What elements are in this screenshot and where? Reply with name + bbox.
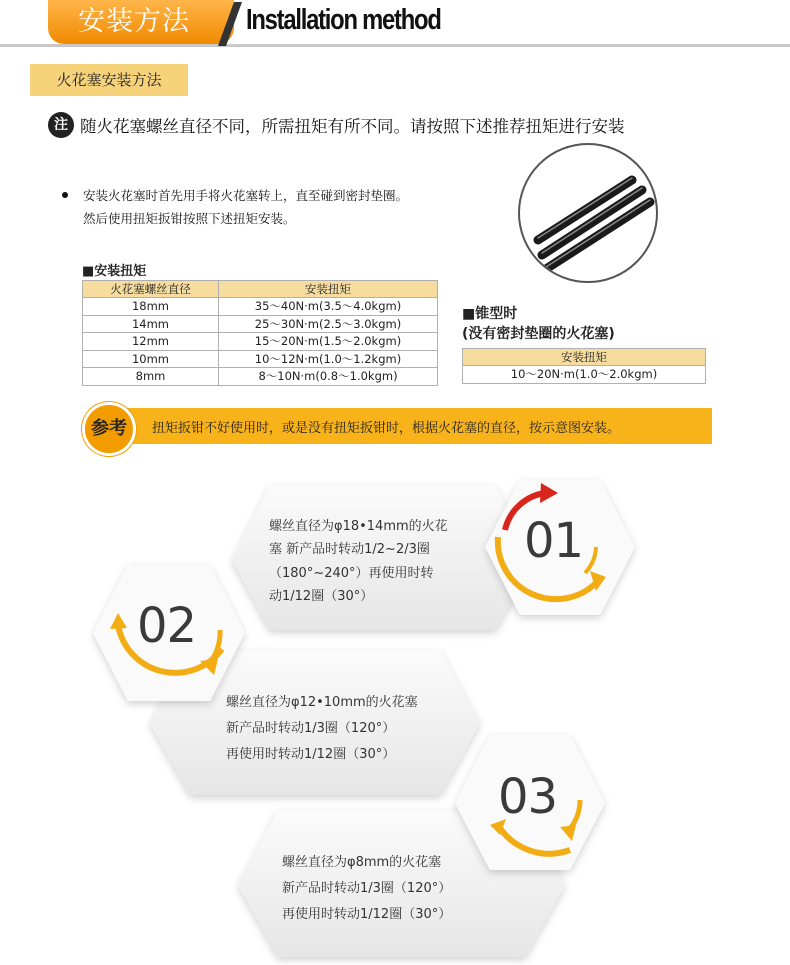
step-2-line: 螺丝直径为φ12•10mm的火花塞	[226, 695, 418, 710]
install-line-1: 安装火花塞时首先用手将火花塞转上，直至碰到密封垫圈。	[83, 188, 409, 203]
table-cell: 10mm	[83, 350, 219, 368]
table-cell: 12mm	[83, 333, 219, 351]
reference-text: 扭矩扳钳不好使用时，或是没有扭矩扳钳时，根据火花塞的直径，按示意图安装。	[152, 421, 621, 436]
section-label: 火花塞安装方法	[30, 64, 188, 96]
column-header: 安装扭矩	[463, 349, 706, 366]
table-row	[463, 366, 706, 384]
header-title-cn: 安装方法	[48, 0, 234, 44]
step-3-line: 再使用时转动1/12圈（30°）	[282, 907, 452, 922]
torque-table	[82, 280, 438, 386]
step-number-2: 02	[137, 598, 197, 654]
step-2-line: 再使用时转动1/12圈（30°）	[226, 747, 396, 762]
table-cell: 15～20N·m(1.5～2.0kgm)	[219, 333, 438, 351]
table-cell: 18mm	[83, 298, 219, 316]
page-header	[0, 0, 790, 50]
table-row	[83, 315, 438, 333]
taper-title: ■锥型时	[462, 306, 518, 322]
table-cell: 8mm	[83, 368, 219, 386]
table-row	[83, 368, 438, 386]
table-row	[83, 298, 438, 316]
step-1-line: （180°~240°）再使用时转	[269, 566, 434, 581]
spark-plug-rods-icon	[520, 145, 658, 283]
table-header-row	[83, 281, 438, 298]
step-3-line: 螺丝直径为φ8mm的火花塞	[282, 855, 442, 870]
table-cell: 14mm	[83, 315, 219, 333]
install-line-2: 然后使用扭矩扳钳按照下述扭矩安装。	[83, 211, 296, 226]
table-cell: 8～10N·m(0.8～1.0kgm)	[219, 368, 438, 386]
taper-torque-table	[462, 348, 706, 384]
table-cell: 10～12N·m(1.0～1.2kgm)	[219, 350, 438, 368]
bullet-icon	[62, 192, 68, 198]
step-1-line: 螺丝直径为φ18•14mm的火花	[269, 519, 448, 534]
column-header: 火花塞螺丝直径	[83, 281, 219, 298]
step-diagram	[0, 465, 790, 965]
header-divider	[0, 44, 790, 47]
column-header: 安装扭矩	[219, 281, 438, 298]
header-title-en: Installation method	[246, 4, 441, 36]
table-cell: 35～40N·m(3.5～4.0kgm)	[219, 298, 438, 316]
table-cell: 10～20N·m(1.0～2.0kgm)	[463, 366, 706, 384]
step-panel-1	[232, 485, 535, 630]
step-number-3: 03	[498, 769, 558, 825]
step-3-line: 新产品时转动1/3圈（120°）	[282, 881, 452, 896]
table-header-row	[463, 349, 706, 366]
step-2-line: 新产品时转动1/3圈（120°）	[226, 721, 396, 736]
note-text: 随火花塞螺丝直径不同，所需扭矩有所不同。请按照下述推荐扭矩进行安装	[80, 117, 625, 136]
note-badge: 注	[48, 112, 74, 138]
table-row	[83, 333, 438, 351]
torque-table-title: ■安装扭矩	[82, 264, 147, 279]
table-cell: 25～30N·m(2.5～3.0kgm)	[219, 315, 438, 333]
taper-subtitle: (没有密封垫圈的火花塞)	[462, 326, 615, 342]
step-number-1: 01	[524, 513, 584, 569]
table-row	[83, 350, 438, 368]
step-1-line: 动1/12圈（30°）	[269, 589, 374, 604]
step-1-line: 塞 新产品时转动1/2~2/3圈	[269, 542, 430, 557]
reference-badge: 参考	[82, 402, 136, 456]
spark-plug-image	[518, 143, 658, 283]
